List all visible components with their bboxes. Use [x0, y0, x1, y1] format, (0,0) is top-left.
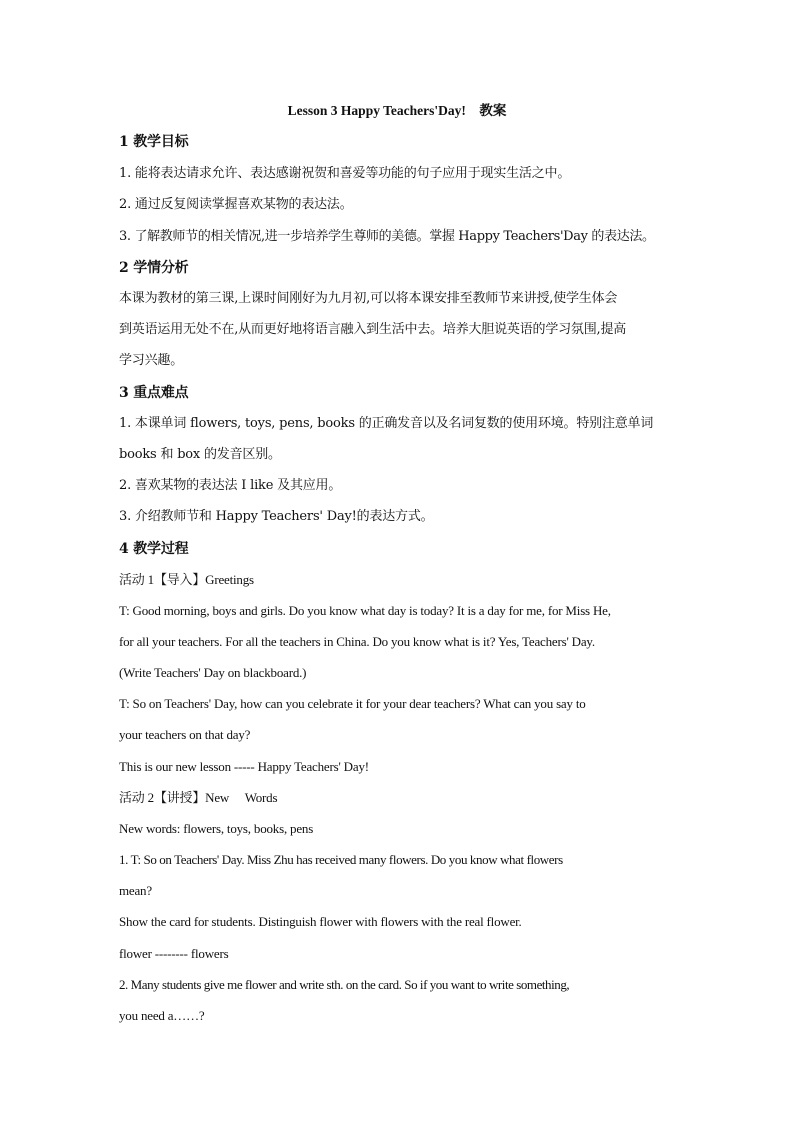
paragraph-line: 学习兴趣。: [119, 353, 184, 368]
paragraph-line: mean?: [119, 883, 152, 898]
paragraph-line: 1. 本课单词 flowers, toys, pens, books 的正确发音以及名词复数的使用环境。特别注意单词: [119, 416, 654, 431]
paragraph-line: 2. 喜欢某物的表达法 I like 及其应用。: [119, 478, 342, 493]
paragraph-line: 1. T: So on Teachers' Day. Miss Zhu has received many flowers. Do you know what flowers: [119, 852, 563, 867]
objective-item: 3. 了解教师节的相关情况,进一步培养学生尊师的美德。掌握 Happy Teachers'Day 的表达法。: [119, 229, 655, 244]
document-title: Lesson 3 Happy Teachers'Day! 教案: [287, 103, 507, 118]
paragraph-line: books 和 box 的发音区别。: [119, 447, 281, 462]
paragraph-line: 2. Many students give me flower and write sth. on the card. So if you want to write something,: [119, 977, 570, 992]
activity-heading: 活动 1【导入】Greetings: [119, 572, 254, 587]
section-heading-process: 4 教学过程: [119, 541, 189, 557]
section-heading-keypoints: 3 重点难点: [119, 385, 189, 401]
paragraph-line: 到英语运用无处不在,从而更好地将语言融入到生活中去。培养大胆说英语的学习氛围,提高: [119, 322, 627, 337]
paragraph-line: for all your teachers. For all the teachers in China. Do you know what is it? Yes, Teachers' Day.: [119, 634, 595, 649]
paragraph-line: T: Good morning, boys and girls. Do you know what day is today? It is a day for me, for Miss He,: [119, 603, 611, 618]
paragraph-line: flower -------- flowers: [119, 946, 229, 961]
paragraph-line: Show the card for students. Distinguish flower with flowers with the real flower.: [119, 914, 522, 929]
paragraph-line: 3. 介绍教师节和 Happy Teachers' Day!的表达方式。: [119, 509, 434, 524]
paragraph-line: (Write Teachers' Day on blackboard.): [119, 665, 307, 680]
activity-heading: 活动 2【讲授】New Words: [119, 790, 278, 805]
paragraph-line: New words: flowers, toys, books, pens: [119, 821, 314, 836]
paragraph-line: This is our new lesson ----- Happy Teachers' Day!: [119, 759, 369, 774]
paragraph-line: 本课为教材的第三课,上课时间刚好为九月初,可以将本课安排至教师节来讲授,使学生体会: [119, 291, 618, 306]
paragraph-line: your teachers on that day?: [119, 727, 251, 742]
objective-item: 1. 能将表达请求允许、表达感谢祝贺和喜爱等功能的句子应用于现实生活之中。: [119, 166, 571, 181]
section-heading-analysis: 2 学情分析: [119, 260, 189, 276]
paragraph-line: T: So on Teachers' Day, how can you celebrate it for your dear teachers? What can you say to: [119, 696, 586, 711]
objective-item: 2. 通过反复阅读掌握喜欢某物的表达法。: [119, 197, 353, 212]
paragraph-line: you need a……?: [119, 1008, 205, 1023]
section-heading-objectives: 1 教学目标: [119, 134, 189, 150]
